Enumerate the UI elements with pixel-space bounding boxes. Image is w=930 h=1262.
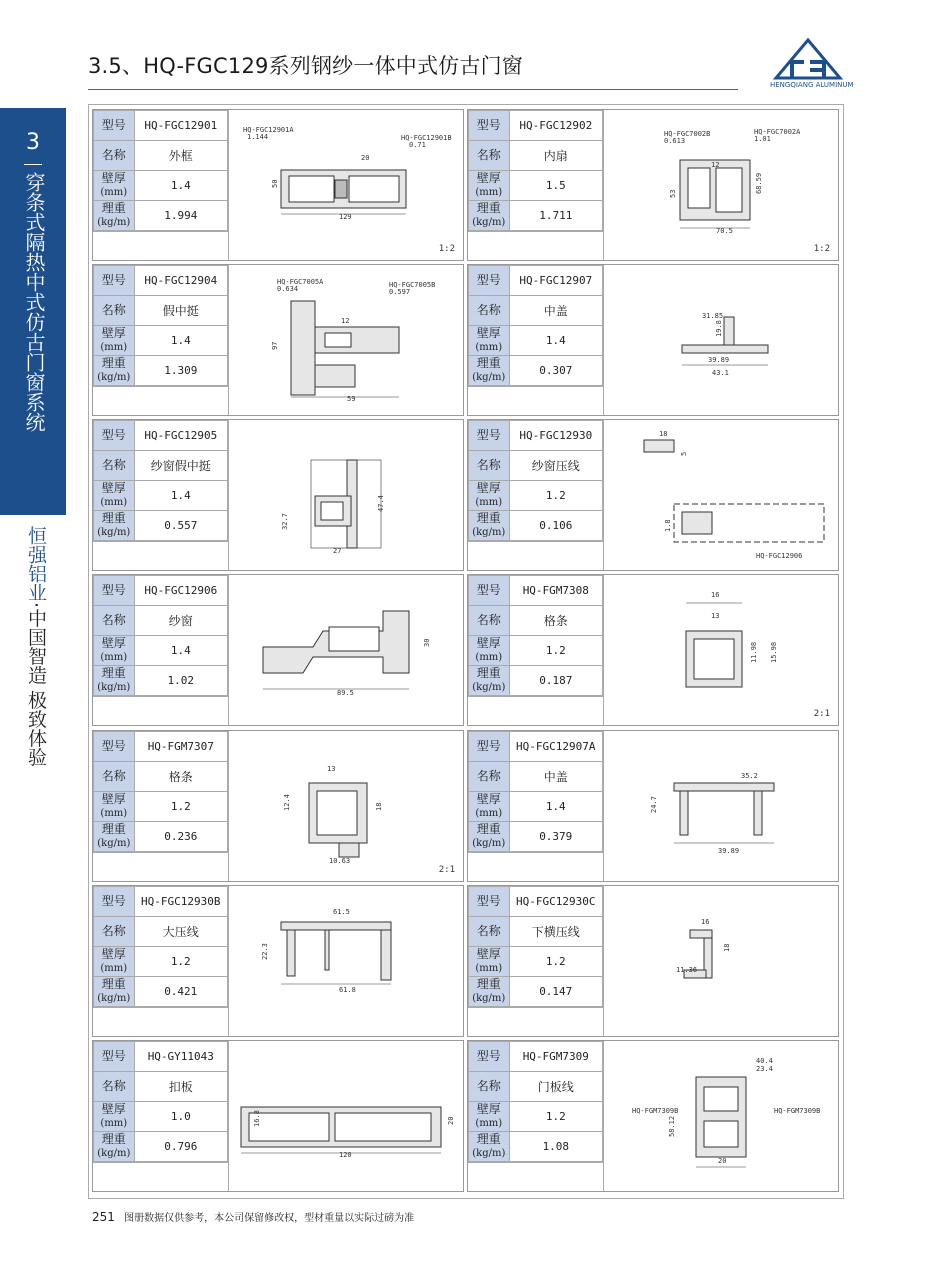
thickness-label: 壁厚 (mm) — [469, 792, 510, 822]
slogan-tagline: 中国智造 极致体验 — [25, 608, 47, 767]
dimension-label: 32.7 — [281, 513, 289, 530]
product-card — [92, 730, 464, 882]
model-label: 型号 — [94, 1042, 135, 1072]
spec-table-spacer — [93, 696, 228, 726]
spec-table-spacer — [93, 231, 228, 261]
dimension-label: 31.85 — [702, 312, 724, 320]
model-value: HQ-FGC12901 — [134, 111, 227, 141]
dimension-label: 1.144 — [247, 133, 269, 141]
dimension-label: 61.8 — [339, 986, 356, 994]
dimension-label: 13 — [327, 765, 336, 773]
name-value: 格条 — [509, 606, 602, 636]
spec-table — [93, 575, 228, 696]
thickness-label: 壁厚 (mm) — [469, 481, 510, 511]
model-label: 型号 — [94, 887, 135, 917]
model-value: HQ-FGC12907 — [509, 266, 602, 296]
spec-table — [468, 420, 603, 541]
name-value: 内扇 — [509, 141, 602, 171]
section-title: 穿条式隔热中式仿古门窗系统 — [22, 172, 46, 432]
dimension-label: HQ-FGM7309B — [774, 1107, 821, 1115]
dimension-label: 120 — [339, 1151, 352, 1159]
model-label: 型号 — [469, 887, 510, 917]
dimension-label: 53 — [669, 189, 677, 198]
dimension-label: HQ-FGC12906 — [756, 552, 803, 560]
slogan-dot: · — [25, 602, 47, 609]
dimension-label: 50 — [271, 179, 279, 188]
spec-table — [93, 420, 228, 541]
thickness-label: 壁厚 (mm) — [94, 636, 135, 666]
profile-cross-section — [229, 886, 463, 1036]
weight-label: 理重 (kg/m) — [469, 822, 510, 852]
name-label: 名称 — [469, 762, 510, 792]
thickness-label: 壁厚 (mm) — [94, 1102, 135, 1132]
model-value: HQ-FGC12902 — [509, 111, 602, 141]
product-card — [467, 419, 839, 571]
dimension-label: 5 — [680, 451, 688, 456]
dimension-label: 20 — [361, 154, 370, 162]
weight-label: 理重 (kg/m) — [94, 511, 135, 541]
profile-drawing — [229, 420, 463, 570]
page-number: 251 — [92, 1210, 115, 1224]
profile-cross-section — [604, 420, 838, 570]
dimension-label: 47.4 — [377, 495, 385, 512]
weight-label: 理重 (kg/m) — [94, 666, 135, 696]
profile-cross-section — [229, 575, 463, 725]
profile-drawing — [229, 886, 463, 1036]
name-value: 下横压线 — [509, 917, 603, 947]
profile-drawing — [229, 575, 463, 725]
model-value: HQ-FGC12930B — [134, 887, 228, 917]
dimension-label: 20 — [718, 1157, 727, 1165]
spec-table — [468, 265, 603, 386]
dimension-label: 13 — [711, 612, 720, 620]
profile-drawing — [229, 110, 463, 260]
dimension-label: 39.89 — [708, 356, 730, 364]
name-label: 名称 — [94, 606, 135, 636]
model-value: HQ-GY11043 — [134, 1042, 227, 1072]
dimension-label: HQ-FGC12901A — [243, 126, 294, 134]
profile-cross-section — [229, 110, 463, 260]
profile-drawing — [229, 1041, 463, 1191]
dimension-label: 43.1 — [712, 369, 729, 377]
name-value: 纱窗压线 — [509, 451, 602, 481]
model-value: HQ-FGM7307 — [134, 732, 227, 762]
spec-table — [93, 265, 228, 386]
weight-value: 1.08 — [509, 1132, 602, 1162]
dimension-label: 12.4 — [283, 794, 291, 811]
weight-label: 理重 (kg/m) — [94, 1132, 135, 1162]
name-label: 名称 — [469, 141, 510, 171]
profile-cross-section — [229, 420, 463, 570]
dimension-label: 0.597 — [389, 288, 411, 296]
model-value: HQ-FGC12930C — [509, 887, 603, 917]
name-value: 格条 — [134, 762, 227, 792]
weight-label: 理重 (kg/m) — [94, 201, 135, 231]
dimension-label: HQ-FGM7309B — [632, 1107, 679, 1115]
product-card — [92, 885, 464, 1037]
model-value: HQ-FGC12930 — [509, 421, 602, 451]
weight-value: 1.711 — [509, 201, 602, 231]
model-label: 型号 — [469, 111, 510, 141]
dimension-label: HQ-FGC7005B — [389, 281, 436, 289]
dimension-label: 27 — [333, 547, 342, 555]
profile-cross-section — [604, 886, 838, 1036]
weight-label: 理重 (kg/m) — [94, 356, 135, 386]
name-label: 名称 — [94, 141, 135, 171]
model-value: HQ-FGM7309 — [509, 1042, 602, 1072]
product-card — [92, 419, 464, 571]
product-card — [92, 264, 464, 416]
weight-label: 理重 (kg/m) — [469, 1132, 510, 1162]
dimension-label: 18 — [659, 430, 668, 438]
name-label: 名称 — [469, 917, 510, 947]
dimension-label: 1.01 — [754, 135, 771, 143]
footer-note: 图册数据仅供参考，本公司保留修改权，型材重量以实际过磅为准 — [124, 1213, 415, 1224]
name-value: 中盖 — [509, 296, 602, 326]
dimension-label: 16.8 — [253, 1110, 261, 1127]
spec-table-spacer — [468, 696, 603, 726]
product-card — [467, 574, 839, 726]
model-label: 型号 — [94, 266, 135, 296]
spec-table-spacer — [468, 231, 603, 261]
spec-table-spacer — [468, 1162, 603, 1192]
weight-value: 1.02 — [134, 666, 227, 696]
weight-value: 1.309 — [134, 356, 227, 386]
name-value: 扣板 — [134, 1072, 227, 1102]
dimension-label: 18 — [375, 802, 383, 811]
model-value: HQ-FGC12907A — [509, 732, 603, 762]
company-logo — [770, 38, 854, 92]
spec-table — [468, 1041, 603, 1162]
profile-drawing — [229, 265, 463, 415]
thickness-label: 壁厚 (mm) — [469, 636, 510, 666]
scale-label: 2:1 — [438, 865, 455, 875]
spec-table-spacer — [93, 386, 228, 416]
dimension-label: 35.2 — [741, 772, 758, 780]
model-value: HQ-FGM7308 — [509, 576, 602, 606]
dimension-label: 97 — [271, 341, 279, 350]
name-label: 名称 — [469, 451, 510, 481]
scale-label: 1:2 — [813, 244, 830, 254]
section-number: 3 — [26, 130, 40, 155]
name-label: 名称 — [469, 1072, 510, 1102]
name-value: 纱窗假中挺 — [134, 451, 227, 481]
profile-cross-section — [604, 1041, 838, 1191]
dimension-label: 59 — [347, 395, 356, 403]
name-label: 名称 — [94, 296, 135, 326]
profile-drawing — [604, 1041, 838, 1191]
profile-drawing — [604, 265, 838, 415]
dimension-label: 68.59 — [755, 172, 763, 194]
logo-icon — [770, 38, 846, 82]
dimension-label: 39.89 — [718, 847, 740, 855]
weight-label: 理重 (kg/m) — [94, 977, 135, 1007]
dimension-label: 16 — [701, 918, 710, 926]
dimension-label: 0.634 — [277, 285, 299, 293]
model-label: 型号 — [469, 1042, 510, 1072]
thickness-value: 1.2 — [509, 481, 602, 511]
logo-text: HENGQIANG ALUMINUM — [770, 81, 854, 89]
spec-table-spacer — [468, 541, 603, 571]
weight-value: 0.557 — [134, 511, 227, 541]
model-label: 型号 — [94, 421, 135, 451]
thickness-value: 1.2 — [509, 1102, 602, 1132]
page-title: 3.5、HQ-FGC129系列钢纱一体中式仿古门窗 — [88, 54, 523, 78]
spec-table — [93, 886, 228, 1007]
name-label: 名称 — [469, 606, 510, 636]
spec-table-spacer — [468, 1007, 603, 1037]
dimension-label: HQ-FGC7002A — [754, 128, 801, 136]
dimension-label: 23.4 — [756, 1065, 773, 1073]
model-label: 型号 — [469, 732, 510, 762]
dimension-label: HQ-FGC7002B — [664, 130, 711, 138]
model-label: 型号 — [94, 732, 135, 762]
thickness-label: 壁厚 (mm) — [94, 326, 135, 356]
weight-value: 0.421 — [134, 977, 228, 1007]
weight-value: 0.307 — [509, 356, 602, 386]
model-label: 型号 — [94, 576, 135, 606]
spec-table-spacer — [468, 852, 603, 882]
dimension-label: 58.12 — [668, 1115, 676, 1137]
thickness-value: 1.4 — [134, 636, 227, 666]
spec-table-spacer — [93, 541, 228, 571]
thickness-value: 1.5 — [509, 171, 602, 201]
dimension-label: 129 — [339, 213, 352, 221]
dimension-label: 12 — [341, 317, 350, 325]
header-rule — [88, 89, 738, 90]
dimension-label: 1.8 — [664, 519, 672, 532]
slogan-brand: 恒强铝业 — [25, 526, 47, 602]
thickness-label: 壁厚 (mm) — [469, 947, 510, 977]
name-value: 中盖 — [509, 762, 603, 792]
spec-table-spacer — [93, 1162, 228, 1192]
scale-label: 2:1 — [813, 709, 830, 719]
product-card — [467, 885, 839, 1037]
name-label: 名称 — [469, 296, 510, 326]
dimension-label: 70.5 — [716, 227, 733, 235]
thickness-value: 1.4 — [134, 171, 227, 201]
thickness-label: 壁厚 (mm) — [94, 171, 135, 201]
spec-table — [93, 1041, 228, 1162]
profile-cross-section — [229, 731, 463, 881]
spec-table-spacer — [468, 386, 603, 416]
dimension-label: 0.71 — [409, 141, 426, 149]
dimension-label: 16 — [711, 591, 720, 599]
model-value: HQ-FGC12905 — [134, 421, 227, 451]
model-value: HQ-FGC12906 — [134, 576, 227, 606]
model-label: 型号 — [469, 576, 510, 606]
spec-table-spacer — [93, 852, 228, 882]
profile-drawing — [604, 731, 838, 881]
profile-cross-section — [604, 265, 838, 415]
profile-drawing — [604, 420, 838, 570]
thickness-value: 1.2 — [134, 947, 228, 977]
profile-drawing — [604, 886, 838, 1036]
profile-cross-section — [604, 110, 838, 260]
spec-table-spacer — [93, 1007, 228, 1037]
product-card — [467, 730, 839, 882]
product-card — [92, 574, 464, 726]
weight-label: 理重 (kg/m) — [469, 356, 510, 386]
name-label: 名称 — [94, 762, 135, 792]
spec-table — [468, 731, 603, 852]
spec-table — [93, 110, 228, 231]
dimension-label: 61.5 — [333, 908, 350, 916]
thickness-value: 1.4 — [134, 326, 227, 356]
dimension-label: 0.613 — [664, 137, 686, 145]
dimension-label: 12 — [711, 161, 720, 169]
weight-value: 0.236 — [134, 822, 227, 852]
weight-value: 0.796 — [134, 1132, 227, 1162]
name-value: 大压线 — [134, 917, 228, 947]
dimension-label: HQ-FGC12901B — [401, 134, 452, 142]
weight-label: 理重 (kg/m) — [469, 201, 510, 231]
name-label: 名称 — [94, 1072, 135, 1102]
dimension-label: 20 — [447, 1116, 455, 1125]
weight-value: 0.106 — [509, 511, 602, 541]
weight-value: 0.187 — [509, 666, 602, 696]
profile-cross-section — [604, 731, 838, 881]
thickness-value: 1.0 — [134, 1102, 227, 1132]
weight-label: 理重 (kg/m) — [469, 666, 510, 696]
dimension-label: 11.36 — [676, 966, 698, 974]
section-sidebar — [0, 108, 66, 515]
thickness-value: 1.4 — [509, 326, 602, 356]
product-card — [92, 1040, 464, 1192]
dimension-label: 22.3 — [261, 943, 269, 960]
dimension-label: 30 — [423, 638, 431, 647]
name-value: 假中挺 — [134, 296, 227, 326]
profile-drawing — [604, 110, 838, 260]
section-divider — [24, 164, 42, 165]
dimension-label: 18 — [723, 943, 731, 952]
product-card — [467, 109, 839, 261]
product-card — [92, 109, 464, 261]
thickness-value: 1.2 — [134, 792, 227, 822]
dimension-label: 10.63 — [329, 857, 351, 865]
weight-value: 0.379 — [509, 822, 603, 852]
thickness-label: 壁厚 (mm) — [94, 947, 135, 977]
name-value: 纱窗 — [134, 606, 227, 636]
profile-cross-section — [604, 575, 838, 725]
name-label: 名称 — [94, 451, 135, 481]
thickness-label: 壁厚 (mm) — [94, 792, 135, 822]
dimension-label: HQ-FGC7005A — [277, 278, 324, 286]
thickness-label: 壁厚 (mm) — [469, 1102, 510, 1132]
weight-value: 1.994 — [134, 201, 227, 231]
name-value: 外框 — [134, 141, 227, 171]
product-card — [467, 1040, 839, 1192]
model-label: 型号 — [469, 266, 510, 296]
model-label: 型号 — [469, 421, 510, 451]
thickness-label: 壁厚 (mm) — [94, 481, 135, 511]
spec-table — [468, 886, 603, 1007]
thickness-label: 壁厚 (mm) — [469, 171, 510, 201]
dimension-label: 11.98 — [750, 641, 758, 663]
name-value: 门板线 — [509, 1072, 602, 1102]
weight-label: 理重 (kg/m) — [469, 977, 510, 1007]
profile-drawing — [604, 575, 838, 725]
profile-drawing — [229, 731, 463, 881]
weight-label: 理重 (kg/m) — [469, 511, 510, 541]
thickness-value: 1.2 — [509, 947, 603, 977]
profile-cross-section — [229, 265, 463, 415]
weight-value: 0.147 — [509, 977, 603, 1007]
dimension-label: 15.98 — [770, 641, 778, 663]
weight-label: 理重 (kg/m) — [94, 822, 135, 852]
dimension-label: 19.8 — [715, 320, 723, 337]
model-label: 型号 — [94, 111, 135, 141]
thickness-value: 1.4 — [509, 792, 603, 822]
dimension-label: 89.5 — [337, 689, 354, 697]
spec-table — [468, 110, 603, 231]
model-value: HQ-FGC12904 — [134, 266, 227, 296]
page-footer — [92, 1209, 414, 1224]
dimension-label: 40.4 — [756, 1057, 773, 1065]
spec-table — [93, 731, 228, 852]
product-card — [467, 264, 839, 416]
profile-cross-section — [229, 1041, 463, 1191]
thickness-label: 壁厚 (mm) — [469, 326, 510, 356]
dimension-label: 24.7 — [650, 796, 658, 813]
thickness-value: 1.4 — [134, 481, 227, 511]
thickness-value: 1.2 — [509, 636, 602, 666]
slogan — [22, 526, 48, 766]
name-label: 名称 — [94, 917, 135, 947]
spec-table — [468, 575, 603, 696]
scale-label: 1:2 — [438, 244, 455, 254]
